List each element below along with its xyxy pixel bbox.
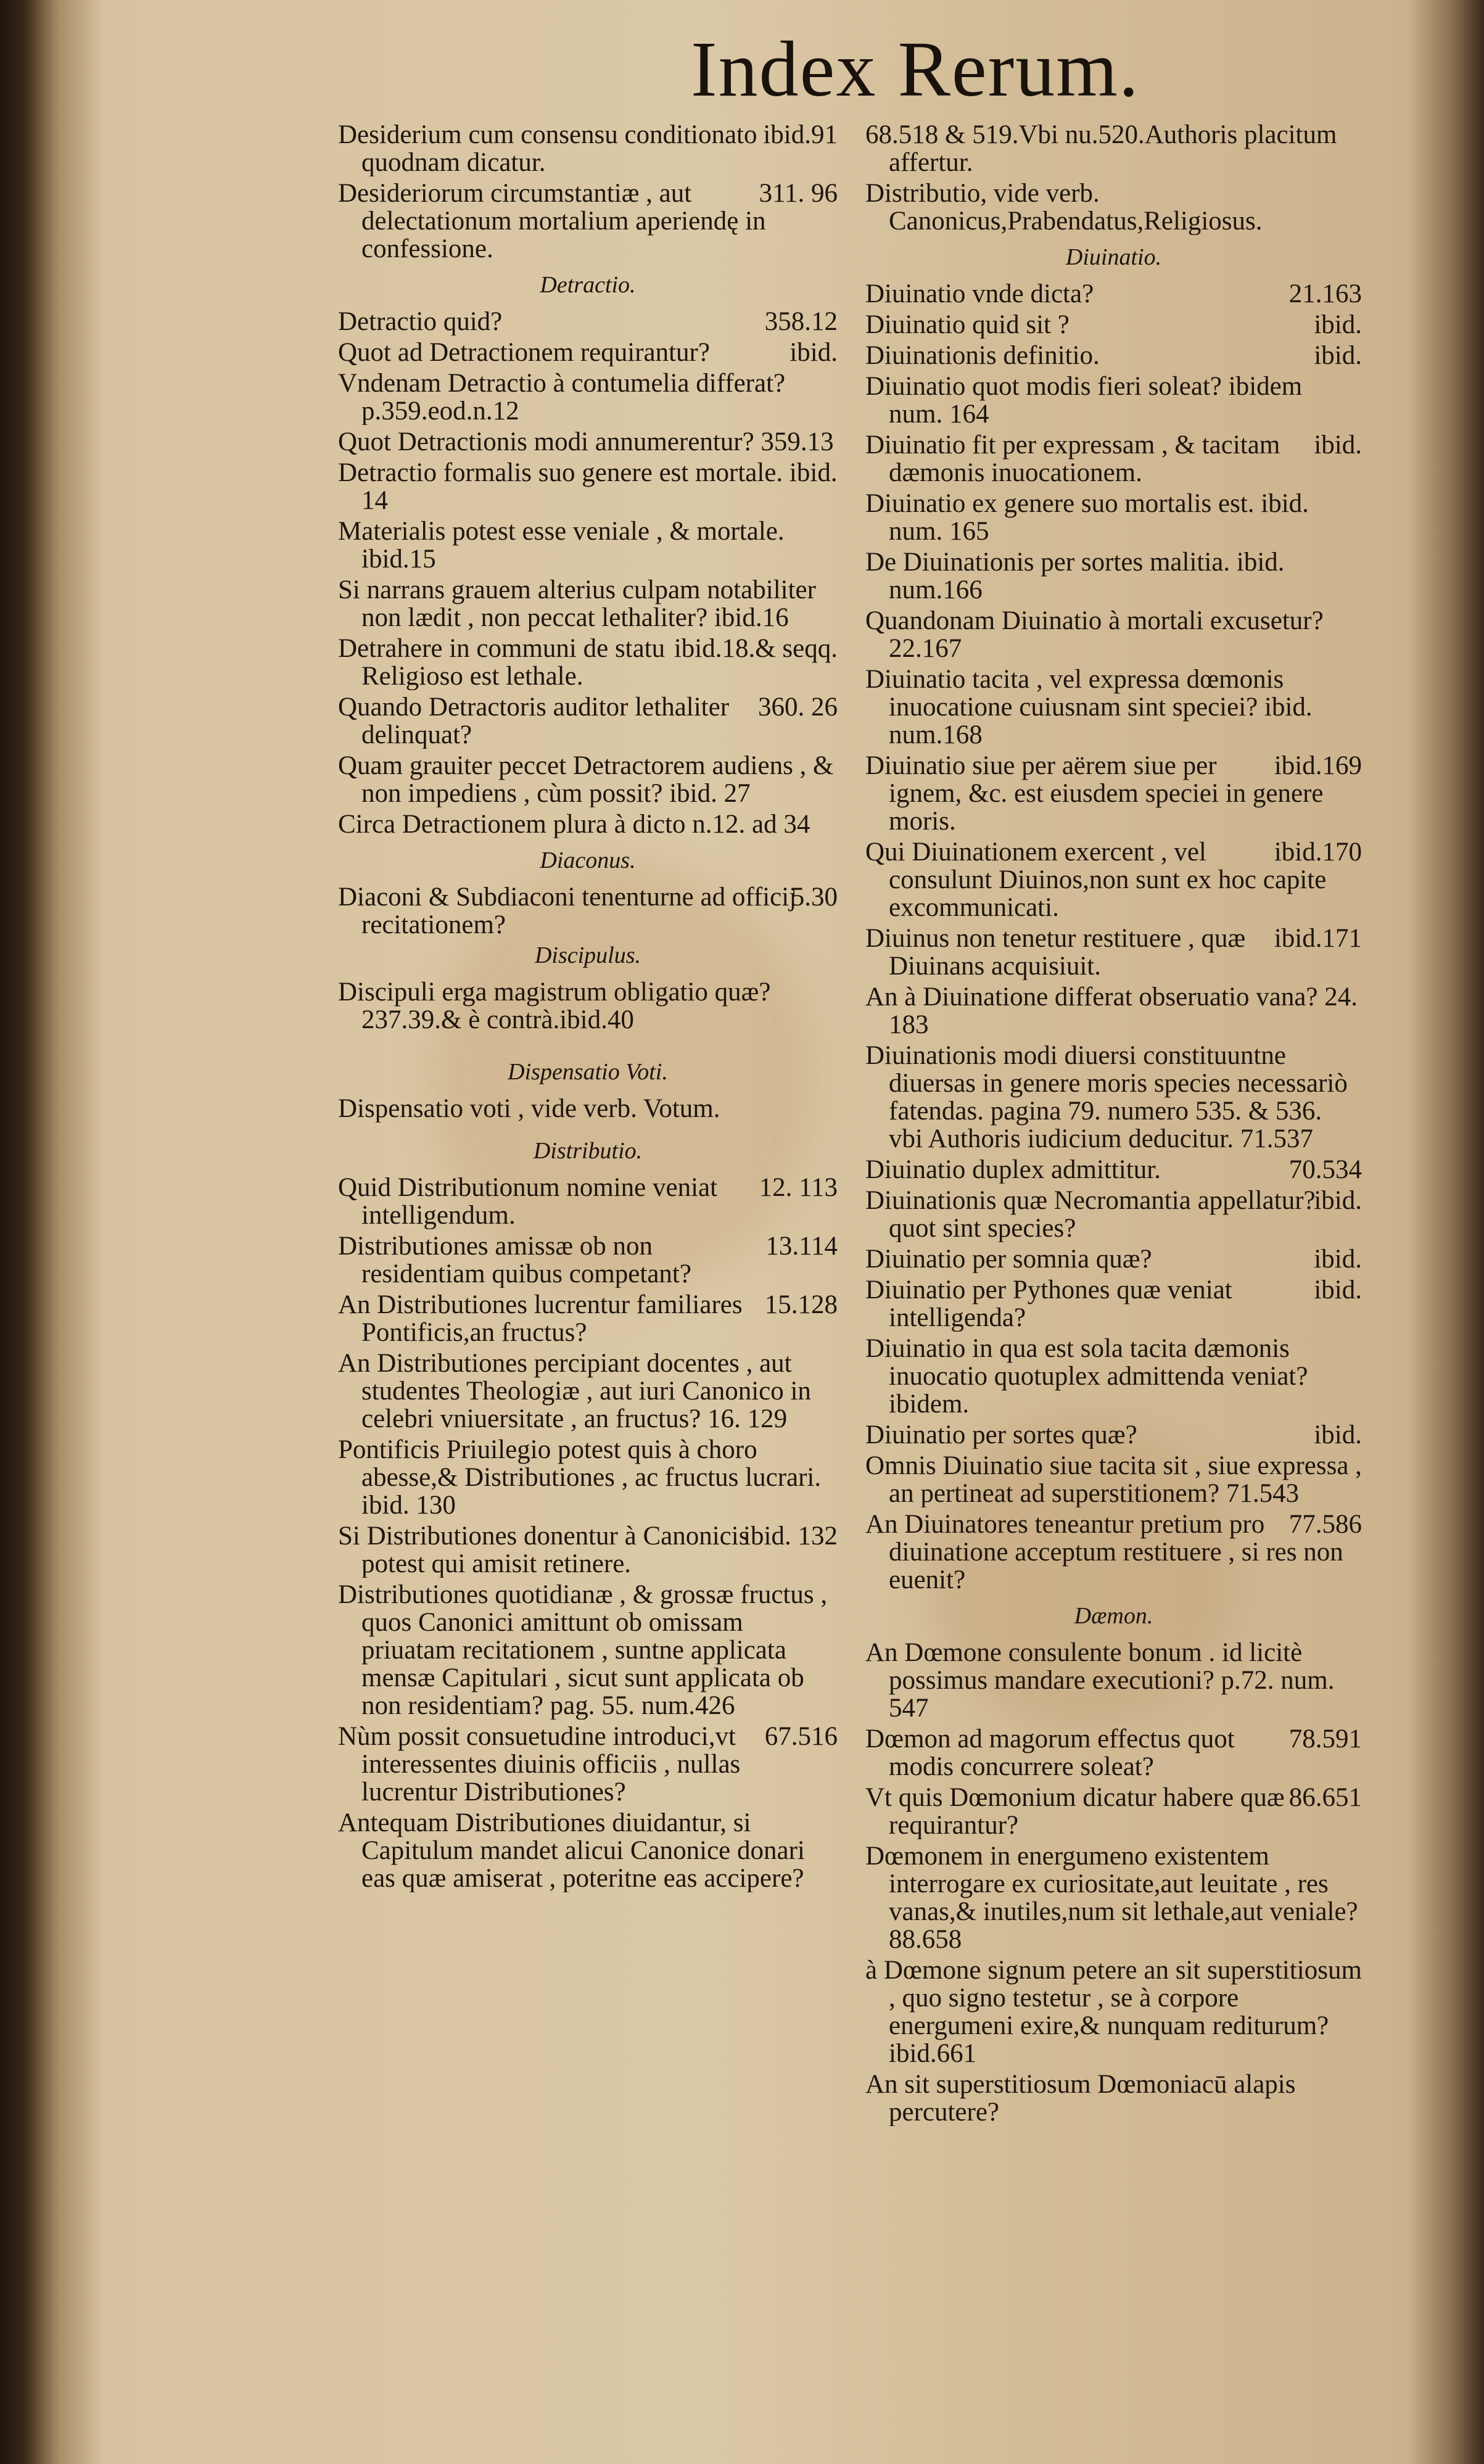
entry-text: Diuinus non tenetur restituere , quæ Diuinans acquisiuit.: [865, 925, 1246, 980]
entry-text: An sit superstitiosum Dœmoniacū alapis percutere?: [865, 2071, 1296, 2126]
entry-text: Diaconi & Subdiaconi tenenturne ad officij recitationem?: [338, 883, 797, 939]
entry-text: Desideriorum circumstantiæ , aut delectationum mortalium aperiendę in confessione.: [338, 179, 766, 263]
index-entry: [338, 1809, 838, 1892]
index-entry: [338, 693, 838, 749]
entry-text: Detractio formalis suo genere est mortale. ibid. 14: [338, 459, 838, 514]
entry-text: Vt quis Dœmonium dicatur habere quæ requirantur?: [865, 1784, 1285, 1839]
entry-text: Diuinatio siue per aërem siue per ignem, &c. est eiusdem speciei in genere moris.: [865, 752, 1324, 835]
page-reference: ibid.: [1314, 1245, 1362, 1273]
index-entry: [865, 280, 1362, 308]
entry-text: Circa Detractionem plura à dicto n.12. ad 34: [338, 810, 810, 838]
page-reference: ibid.: [1314, 342, 1362, 369]
desiderium-entries: [338, 121, 838, 263]
index-entry: [338, 752, 838, 807]
index-entry: [865, 1842, 1362, 1953]
dispensatio-entries: [338, 1095, 838, 1123]
entry-text: Diuinatio per sortes quæ?: [865, 1421, 1137, 1449]
distributio-entries: [338, 1174, 838, 1892]
entry-text: Distributiones amissæ ob non residentiam quibus competant?: [338, 1232, 691, 1288]
index-entry: [338, 1095, 838, 1123]
index-entry: [865, 1245, 1362, 1273]
entry-text: Diuinatio vnde dicta?: [865, 280, 1094, 308]
entry-text: Diuinationis quæ Necromantia appellatur? quot sint species?: [865, 1187, 1316, 1242]
entry-text: Distributio, vide verb. Canonicus,Prabendatus,Religiosus.: [865, 179, 1263, 235]
entry-text: Diuinatio per somnia quæ?: [865, 1245, 1152, 1273]
index-entry: [338, 1581, 838, 1720]
index-entry: [865, 121, 1362, 176]
entry-text: Quot Detractionis modi annumerentur? 359.13: [338, 428, 834, 456]
index-entry: [865, 1956, 1362, 2067]
diuinatio-entries: [865, 280, 1362, 1594]
page-reference: ibid.91: [763, 121, 838, 149]
page-reference: ibid.171: [1274, 925, 1362, 953]
entry-text: Diuinatio tacita , vel expressa dœmonis inuocatione cuiusnam sint speciei? ibid. num.168: [865, 665, 1313, 749]
entry-text: Omnis Diuinatio siue tacita sit , siue expressa , an pertineat ad superstitionem? 71.543: [865, 1452, 1362, 1507]
index-entry: [338, 517, 838, 573]
continuation-entries: [865, 121, 1362, 235]
entry-text: Qui Diuinationem exercent , vel consulunt Diuinos,non sunt ex hoc capite excommunicati.: [865, 838, 1327, 921]
index-entry: [338, 1232, 838, 1288]
entry-text: Diuinationis definitio.: [865, 342, 1100, 369]
index-entry: [865, 1510, 1362, 1594]
page-reference: 77.586: [1288, 1510, 1362, 1539]
entry-text: An Diuinatores teneantur pretium pro diuinatione acceptum restituere , si res non euenit?: [865, 1510, 1343, 1594]
index-entry: [865, 1276, 1362, 1332]
entry-text: Diuinatio in qua est sola tacita dæmonis inuocatio quotuplex admittenda veniat? ibidem.: [865, 1335, 1308, 1418]
index-entry: [338, 459, 838, 514]
index-entry: [338, 179, 838, 263]
index-entry: [865, 1187, 1362, 1242]
entry-text: Distributiones quotidianæ , & grossæ fructus , quos Canonici amittunt ob omissam priuatam recitationem , suntne applicata mensæ Capitulari , sicut sunt applicata ob non residentiam? pag. 55. num.426: [338, 1581, 828, 1720]
page-reference: 78.591: [1288, 1725, 1362, 1753]
page-reference: 360. 26: [758, 693, 838, 722]
entry-text: Quam grauiter peccet Detractorem audiens , & non impediens , cùm possit? ibid. 27: [338, 752, 834, 807]
detractio-entries: [338, 308, 838, 838]
page-reference: ibid.: [1314, 311, 1362, 339]
entry-text: Antequam Distributiones diuidantur, si Capitulum mandet alicui Canonice donari eas quæ amiserat , poteritne eas accipere?: [338, 1809, 805, 1892]
page-reference: 70.534: [1288, 1156, 1362, 1184]
entry-text: Diuinationis modi diuersi constituuntne diuersas in genere moris species necessariò fatendas. pagina 79. numero 535. & 536. vbi Authoris iudicium deducitur. 71.537: [865, 1042, 1348, 1153]
page-reference: 15.128: [764, 1291, 838, 1319]
daemon-entries: [865, 1639, 1362, 2126]
page-reference: ibid. 132: [743, 1522, 838, 1551]
entry-text: Pontificis Priuilegio potest quis à choro abesse,& Distributiones , ac fructus lucrari. ibid. 130: [338, 1436, 822, 1519]
page-reference: ibid.: [789, 339, 838, 366]
discipulus-entries: [338, 978, 838, 1034]
entry-text: Detrahere in communi de statu Religioso est lethale.: [338, 635, 666, 690]
index-entry: [865, 373, 1362, 428]
index-entry: [338, 369, 838, 425]
page-reference: 358.12: [764, 308, 838, 336]
index-entry: [338, 1723, 838, 1806]
entry-text: An Distributiones lucrentur familiares Pontificis,an fructus?: [338, 1291, 743, 1346]
entry-text: Dœmonem in energumeno existentem interrogare ex curiositate,aut leuitate , res vanas,& inutiles,num sit lethale,aut veniale? 88.658: [865, 1842, 1358, 1953]
left-index-column: [338, 121, 838, 1895]
entry-text: Diuinatio duplex admittitur.: [865, 1156, 1161, 1184]
entry-text: An à Diuinatione differat obseruatio vana? 24. 183: [865, 983, 1358, 1039]
index-entry: [338, 635, 838, 690]
entry-text: Diuinatio quot modis fieri soleat? ibidem num. 164: [865, 373, 1303, 428]
index-entry: [338, 1174, 838, 1229]
entry-text: Nùm possit consuetudine introduci,vt interessentes diuinis officiis , nullas lucrentur Distributiones?: [338, 1723, 741, 1806]
page-reference: ibid.: [1314, 1187, 1362, 1215]
entry-text: Diuinatio ex genere suo mortalis est. ibid. num. 165: [865, 490, 1309, 545]
page-reference: 311. 96: [759, 179, 838, 208]
index-entry: [338, 339, 838, 366]
index-entry: [865, 983, 1362, 1039]
index-entry: [338, 810, 838, 838]
index-entry: [338, 428, 838, 456]
index-entry: [865, 752, 1362, 835]
entry-text: Quid Distributionum nomine veniat intelligendum.: [338, 1174, 718, 1229]
index-entry: [865, 431, 1362, 487]
section-heading-diuinatio: Diuinatio.: [1065, 244, 1162, 270]
index-entry: [865, 548, 1362, 604]
page-reference: 21.163: [1288, 280, 1362, 308]
index-entry: [865, 1452, 1362, 1507]
index-entry: [338, 1349, 838, 1433]
entry-text: De Diuinationis per sortes malitia. ibid. num.166: [865, 548, 1285, 604]
page-reference: 5.30: [791, 883, 838, 912]
index-entry: [338, 883, 838, 939]
page-reference: ibid.: [1314, 1276, 1362, 1304]
page-reference: 67.516: [764, 1723, 838, 1751]
index-entry: [865, 490, 1362, 545]
index-entry: [865, 1335, 1362, 1418]
entry-text: Si narrans grauem alterius culpam notabiliter non lædit , non peccat lethaliter? ibid.16: [338, 576, 816, 632]
section-heading-discipulus: Discipulus.: [534, 942, 641, 968]
page-reference: ibid.18.& seqq.: [674, 635, 838, 663]
entry-text: Diuinatio quid sit ?: [865, 311, 1070, 339]
page-reference: ibid.169: [1274, 752, 1362, 780]
index-entry: [338, 1522, 838, 1578]
entry-text: 68.518 & 519.Vbi nu.520.Authoris placitum affertur.: [865, 121, 1337, 176]
page-reference: ibid.170: [1274, 838, 1362, 867]
entry-text: Quandonam Diuinatio à mortali excusetur? 22.167: [865, 607, 1324, 662]
index-entry: [338, 121, 838, 176]
page-reference: 13.114: [765, 1232, 838, 1261]
entry-text: Discipuli erga magistrum obligatio quæ? 237.39.& è contrà.ibid.40: [338, 978, 771, 1034]
entry-text: Vndenam Detractio à contumelia differat? p.359.eod.n.12: [338, 369, 786, 425]
entry-text: Detractio quid?: [338, 308, 503, 336]
index-entry: [865, 838, 1362, 921]
index-entry: [865, 1042, 1362, 1153]
section-heading-dispensatio: Dispensatio Voti.: [508, 1059, 668, 1085]
entry-text: An Dœmone consulente bonum . id licitè possimus mandare executioni? p.72. num. 547: [865, 1639, 1335, 1722]
entry-text: Quando Detractoris auditor lethaliter delinquat?: [338, 693, 730, 749]
right-index-column: [865, 121, 1362, 2129]
entry-text: Quot ad Detractionem requirantur?: [338, 339, 710, 366]
index-entry: [865, 1639, 1362, 1722]
entry-text: Dispensatio voti , vide verb. Votum.: [338, 1095, 720, 1123]
index-entry: [865, 179, 1362, 235]
entry-text: An Distributiones percipiant docentes , aut studentes Theologiæ , aut iuri Canonico in celebri vniuersitate , an fructus? 16. 129: [338, 1349, 811, 1433]
index-entry: [865, 311, 1362, 339]
entry-text: Si Distributiones donentur à Canonicis potest qui amisit retinere.: [338, 1522, 749, 1578]
page-reference: ibid.: [1314, 431, 1362, 459]
index-entry: [865, 1725, 1362, 1781]
section-heading-diaconus: Diaconus.: [540, 847, 636, 873]
index-entry: [865, 607, 1362, 662]
section-heading-daemon: Dæmon.: [1074, 1603, 1153, 1629]
entry-text: Desiderium cum consensu conditionato quodnam dicatur.: [338, 121, 757, 176]
page-reference: ibid.: [1314, 1421, 1362, 1449]
index-entry: [865, 342, 1362, 369]
entry-text: Diuinatio per Pythones quæ veniat intelligenda?: [865, 1276, 1232, 1332]
page-reference: 86.651: [1288, 1784, 1362, 1812]
page-reference: 12. 113: [759, 1174, 838, 1202]
index-entry: [338, 1436, 838, 1519]
entry-text: à Dœmone signum petere an sit superstitiosum , quo signo testetur , se à corpore energumeni exire,& nunquam rediturum? ibid.661: [865, 1956, 1362, 2067]
index-entry: [338, 1291, 838, 1346]
index-entry: [865, 925, 1362, 980]
entry-text: Materialis potest esse veniale , & mortale. ibid.15: [338, 517, 785, 573]
entry-text: Diuinatio fit per expressam , & tacitam dæmonis inuocationem.: [865, 431, 1280, 487]
entry-text: Dœmon ad magorum effectus quot modis concurrere soleat?: [865, 1725, 1235, 1781]
section-heading-distributio: Distributio.: [533, 1138, 643, 1164]
index-entry: [865, 2071, 1362, 2126]
index-entry: [865, 1156, 1362, 1184]
index-entry: [338, 978, 838, 1034]
page-title: Index Rerum.: [691, 25, 1140, 113]
section-heading-detractio: Detractio.: [540, 272, 636, 298]
index-entry: [338, 308, 838, 336]
index-entry: [865, 1421, 1362, 1449]
diaconus-entries: [338, 883, 838, 939]
index-entry: [338, 576, 838, 632]
index-entry: [865, 665, 1362, 749]
index-entry: [865, 1784, 1362, 1839]
